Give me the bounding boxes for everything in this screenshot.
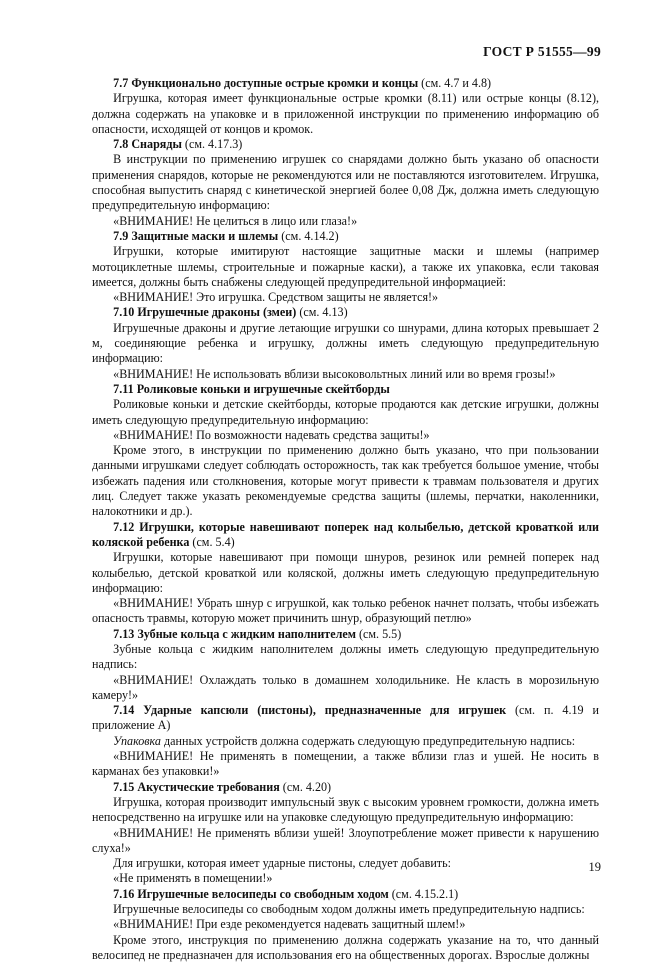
section-reference: (см. 5.4)	[189, 534, 235, 549]
section-number: 7.16	[113, 886, 135, 901]
section-title: Защитные маски и шлемы	[131, 228, 279, 243]
section-heading	[92, 305, 599, 320]
body-paragraph: «ВНИМАНИЕ! Не применять вблизи ушей! Злоупотребление может привести к нарушению слуха!»	[92, 825, 599, 855]
section-heading	[92, 137, 599, 152]
section-heading	[92, 703, 599, 734]
paragraph-text: данных устройств должна содержать следующую предупредительную надпись:	[160, 733, 576, 748]
section-title: Ударные капсюли (пистоны), предназначенные для игрушек	[143, 703, 507, 718]
body-paragraph: «ВНИМАНИЕ! По возможности надевать средства защиты!»	[113, 427, 430, 442]
section-title: Игрушечные велосипеды со свободным ходом	[137, 886, 389, 901]
section-heading	[92, 382, 599, 397]
section-number: 7.14	[113, 703, 135, 718]
section-heading	[92, 76, 599, 91]
section-number: 7.8	[113, 137, 129, 152]
section-title: Роликовые коньки и игрушечные скейтборды	[136, 381, 390, 396]
body-paragraph: «ВНИМАНИЕ! Убрать шнур с игрушкой, как только ребенок начнет ползать, чтобы избежать опасность травмы, которую может причинить шнур, образующий петлю»	[92, 596, 599, 626]
section-title: Снаряды	[131, 137, 182, 152]
body-paragraph: «ВНИМАНИЕ! Охлаждать только в домашнем холодильнике. Не класть в морозильную камеру!»	[92, 672, 599, 702]
body-paragraph: Кроме этого, в инструкции по применению должно быть указано, что при пользовании данными игрушками следует соблюдать осторожность, так как требуется большое умение, чтобы избежать падения или столкновения, которые могут привести к травмам пользователя и других лиц. Следует также указать рекомендуемые средства защиты (шлемы, перчатки, наколенники, налокотники и др.).	[92, 443, 599, 519]
section-reference: (см. 4.17.3)	[181, 137, 243, 152]
body-paragraph: Игрушечные драконы и другие летающие игрушки со шнурами, длина которых превышает 2 м, соединяющие ребенка и игрушку, должны иметь следующую предупредительную информацию:	[92, 320, 599, 366]
section-heading	[92, 229, 599, 244]
section-number: 7.12	[113, 519, 135, 534]
body-paragraph: «ВНИМАНИЕ! Не целиться в лицо или глаза!»	[113, 213, 358, 228]
section-title: Игрушечные драконы (змеи)	[137, 305, 297, 320]
section-number: 7.15	[113, 779, 135, 794]
body-paragraph: Для игрушки, которая имеет ударные пистоны, следует добавить:	[113, 856, 451, 871]
section-title: Функционально доступные острые кромки и концы	[131, 76, 419, 90]
section-heading	[92, 627, 599, 642]
section-number: 7.11	[113, 381, 134, 396]
body-paragraph: «Не применять в помещении!»	[113, 871, 273, 886]
document-body	[92, 76, 599, 963]
section-number: 7.9	[113, 228, 129, 243]
section-reference: (см. 4.7 и 4.8)	[418, 76, 492, 90]
section-number: 7.7	[113, 76, 129, 90]
body-paragraph: «ВНИМАНИЕ! Не использовать вблизи высоковольтных линий или во время грозы!»	[113, 366, 556, 381]
body-paragraph: Кроме этого, инструкция по применению должна содержать указание на то, что данный велосипед не предназначен для использования его на общественных дорогах. Взрослые должны	[92, 932, 599, 962]
section-reference: (см. 4.20)	[279, 779, 332, 794]
body-paragraph: «ВНИМАНИЕ! Это игрушка. Средством защиты не является!»	[113, 290, 439, 305]
section-title: Акустические требования	[137, 779, 280, 794]
body-paragraph: Игрушечные велосипеды со свободным ходом должны иметь предупредительную надпись:	[113, 902, 585, 917]
section-number: 7.10	[113, 305, 135, 320]
section-reference: (см. п. 4.19 и приложение А)	[92, 703, 599, 733]
section-heading	[92, 780, 599, 795]
body-paragraph: «ВНИМАНИЕ! Не применять в помещении, а также вблизи глаз и ушей. Не носить в карманах без упаковки!»	[92, 749, 599, 779]
section-heading	[92, 520, 599, 551]
italic-lead: Упаковка	[113, 733, 161, 748]
body-paragraph: Роликовые коньки и детские скейтборды, которые продаются как детские игрушки, должны иметь следующую предупредительную информацию:	[92, 397, 599, 427]
body-paragraph: Игрушка, которая производит импульсный звук с высоким уровнем громкости, должна иметь непосредственно на игрушке или на упаковке следующую предупредительную информацию:	[92, 794, 599, 825]
body-paragraph: Зубные кольца с жидким наполнителем должны иметь следующую предупредительную надпись:	[92, 641, 599, 672]
section-title: Игрушки, которые навешивают поперек над колыбелью, детской кроваткой или коляской ребенка	[92, 519, 599, 549]
section-reference: (см. 4.14.2)	[278, 228, 339, 243]
section-reference: (см. 4.15.2.1)	[388, 886, 459, 901]
body-paragraph: «ВНИМАНИЕ! При езде рекомендуется надевать защитный шлем!»	[113, 917, 466, 932]
body-paragraph	[92, 734, 599, 749]
section-number: 7.13	[113, 626, 135, 641]
section-reference: (см. 4.13)	[296, 305, 348, 320]
body-paragraph: В инструкции по применению игрушек со снарядами должно быть указано об опасности применения снарядов, которые не рекомендуются или не поставляются изготовителем. Игрушка, способная выпустить снаряд с кинетической энергией более 0,08 Дж, должна иметь следующую предупредительную информацию:	[92, 152, 599, 213]
document-header: ГОСТ Р 51555—99	[483, 44, 601, 59]
body-paragraph: Игрушка, которая имеет функциональные острые кромки (8.11) или острые концы (8.12), должна содержать на упаковке и в приложенной инструкции по применению информацию об опасности, исходящей от концов и кромок.	[92, 91, 599, 136]
body-paragraph: Игрушки, которые имитируют настоящие защитные маски и шлемы (например мотоциклетные шлемы, строительные и пожарные каски), а также их упаковка, если таковая имеется, должны быть снабжены следующей предупредительной информацией:	[92, 244, 599, 289]
page-number: 19	[588, 860, 601, 874]
section-heading	[92, 887, 599, 902]
section-title: Зубные кольца с жидким наполнителем	[137, 626, 356, 641]
section-reference: (см. 5.5)	[355, 626, 402, 641]
body-paragraph: Игрушки, которые навешивают при помощи шнуров, резинок или ремней поперек над колыбелью, детской кроваткой или коляской, должны иметь следующую предупредительную информацию:	[92, 550, 599, 595]
